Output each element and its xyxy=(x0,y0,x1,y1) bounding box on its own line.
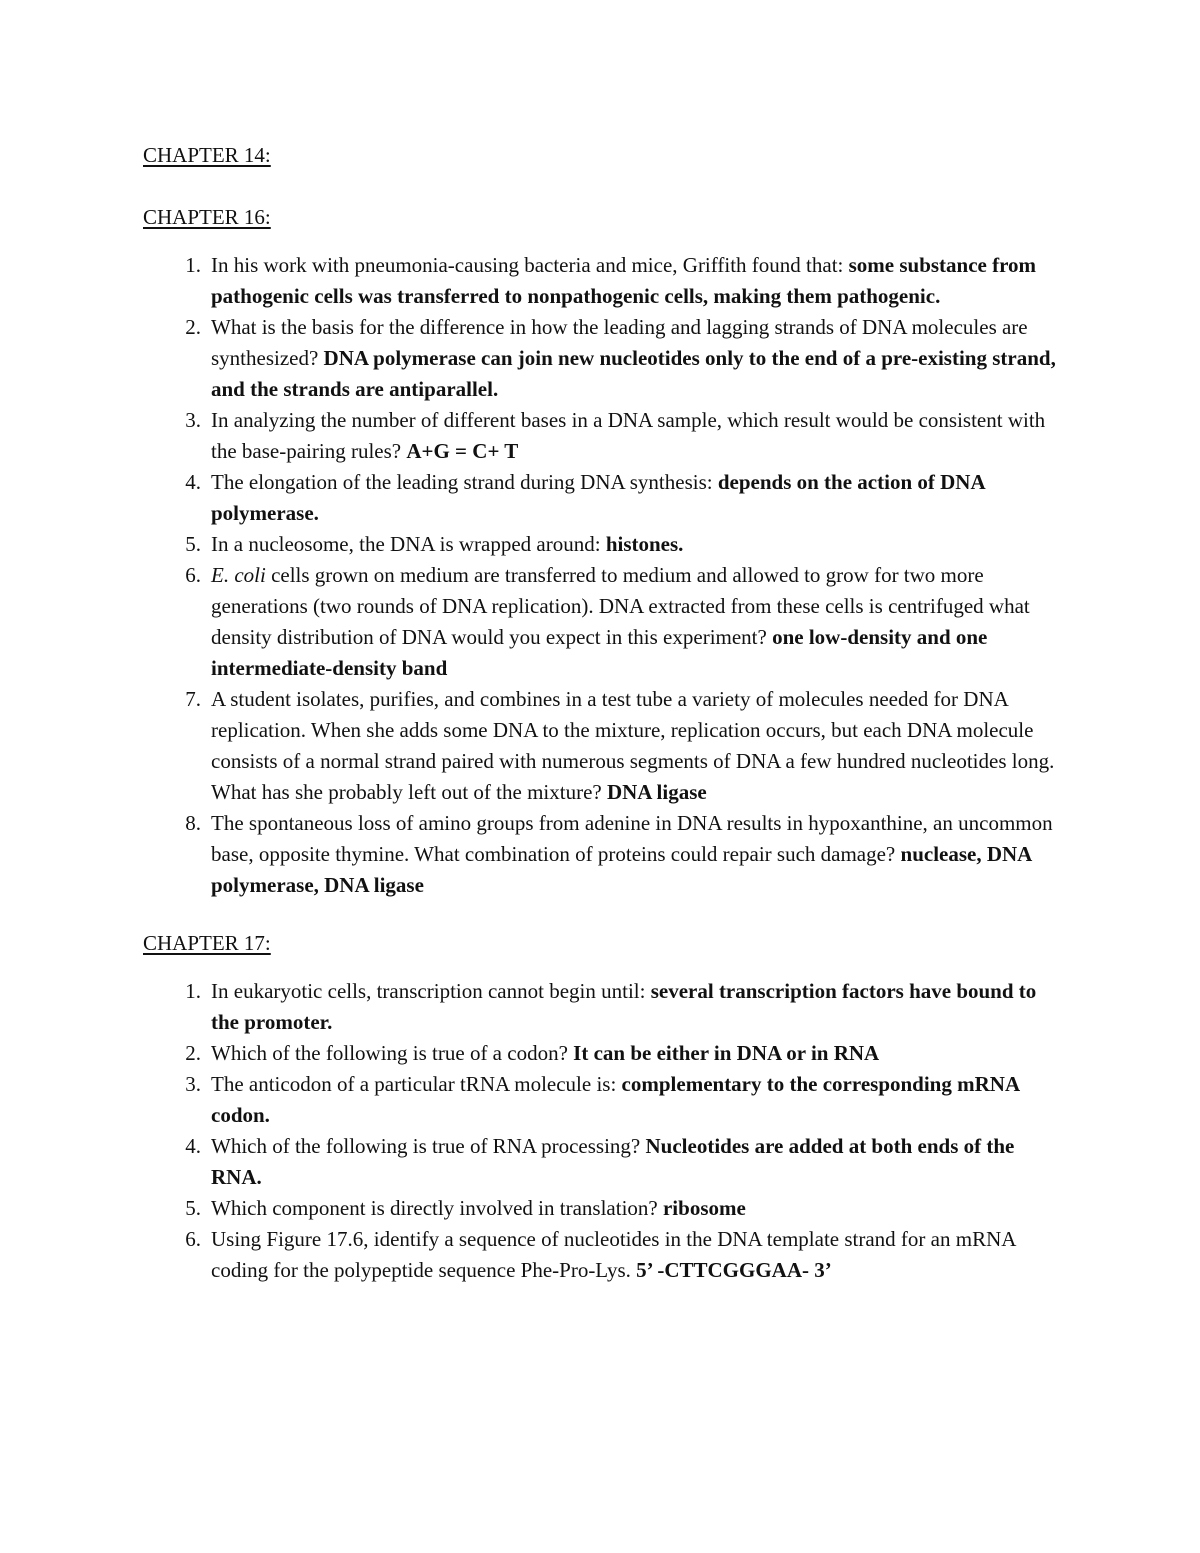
answer-text: depends on the action of DNA polymerase. xyxy=(211,470,985,525)
list-item xyxy=(143,976,1063,1038)
answer-text: ribosome xyxy=(662,1196,746,1220)
answer-text: A+G = C+ T xyxy=(406,439,519,463)
item-number: 6. xyxy=(185,563,201,587)
chapter-16-question-list xyxy=(143,250,1063,901)
answer-text: Nucleotides are added at both ends of the RNA. xyxy=(211,1134,1015,1189)
chapter-14-heading: CHAPTER 14: xyxy=(143,143,271,167)
item-number: 5. xyxy=(185,532,201,556)
question-text: The elongation of the leading strand during DNA synthesis: xyxy=(211,470,718,494)
chapter-17-heading: CHAPTER 17: xyxy=(143,931,271,955)
species-name: E. coli xyxy=(211,563,266,587)
item-number: 7. xyxy=(185,687,201,711)
question-text: The anticodon of a particular tRNA molecule is: xyxy=(211,1072,622,1096)
answer-text: It can be either in DNA or in RNA xyxy=(573,1041,880,1065)
list-item xyxy=(143,560,1063,684)
list-item xyxy=(143,467,1063,529)
item-number: 2. xyxy=(185,315,201,339)
item-number: 5. xyxy=(185,1196,201,1220)
answer-text: histones. xyxy=(605,532,684,556)
chapter-17-question-list xyxy=(143,976,1063,1286)
list-item xyxy=(143,405,1063,467)
question-text: In a nucleosome, the DNA is wrapped around: xyxy=(211,532,606,556)
item-number: 2. xyxy=(185,1041,201,1065)
question-text: What is the basis for the difference in how the leading and lagging strands of DNA molecules are synthesized? xyxy=(211,315,1028,370)
question-text: Which of the following is true of a codon? xyxy=(211,1041,574,1065)
item-number: 4. xyxy=(185,470,201,494)
answer-text: DNA polymerase can join new nucleotides only to the end of a pre-existing strand, and the strands are antiparallel. xyxy=(211,346,1056,401)
item-number: 8. xyxy=(185,811,201,835)
question-text: In eukaryotic cells, transcription cannot begin until: xyxy=(211,979,651,1003)
item-number: 1. xyxy=(185,979,201,1003)
item-number: 3. xyxy=(185,408,201,432)
list-item xyxy=(143,529,1063,560)
list-item xyxy=(143,684,1063,808)
list-item xyxy=(143,808,1063,901)
question-text: In his work with pneumonia-causing bacteria and mice, Griffith found that: xyxy=(211,253,849,277)
question-text: A student isolates, purifies, and combines in a test tube a variety of molecules needed for DNA replication. When she adds some DNA to the mixture, replication occurs, but each DNA molecule consists of a normal strand paired with numerous segments of DNA a few hundred nucleotides long. What has she probably left out of the mixture? xyxy=(211,687,1055,804)
answer-text: 5’ -CTTCGGGAA- 3’ xyxy=(636,1258,832,1282)
list-item xyxy=(143,312,1063,405)
answer-text: complementary to the corresponding mRNA codon. xyxy=(211,1072,1019,1127)
question-text: The spontaneous loss of amino groups from adenine in DNA results in hypoxanthine, an uncommon base, opposite thymine. What combination of proteins could repair such damage? xyxy=(211,811,1053,866)
question-text: Which of the following is true of RNA processing? xyxy=(211,1134,646,1158)
item-number: 6. xyxy=(185,1227,201,1251)
list-item xyxy=(143,1193,1063,1224)
list-item xyxy=(143,1224,1063,1286)
list-item xyxy=(143,1131,1063,1193)
question-text: Using Figure 17.6, identify a sequence of nucleotides in the DNA template strand for an mRNA coding for the polypeptide sequence Phe-Pro-Lys. xyxy=(211,1227,1016,1282)
answer-text: one low-density and one intermediate-density band xyxy=(211,625,988,680)
list-item xyxy=(143,250,1063,312)
answer-text: several transcription factors have bound to the promoter. xyxy=(211,979,1037,1034)
item-number: 3. xyxy=(185,1072,201,1096)
chapter-16-heading: CHAPTER 16: xyxy=(143,205,271,229)
item-number: 4. xyxy=(185,1134,201,1158)
question-text: In analyzing the number of different bases in a DNA sample, which result would be consistent with the base-pairing rules? xyxy=(211,408,1046,463)
answer-text: nuclease, DNA polymerase, DNA ligase xyxy=(211,842,1032,897)
question-text: Which component is directly involved in translation? xyxy=(211,1196,663,1220)
answer-text: DNA ligase xyxy=(606,780,707,804)
question-text: cells grown on medium are transferred to medium and allowed to grow for two more generations (two rounds of DNA replication). DNA extracted from these cells is centrifuged what density distribution of DNA would you expect in this experiment? xyxy=(211,563,1030,649)
list-item xyxy=(143,1069,1063,1131)
answer-text: some substance from pathogenic cells was transferred to nonpathogenic cells, making them pathogenic. xyxy=(211,253,1037,308)
list-item xyxy=(143,1038,1063,1069)
item-number: 1. xyxy=(185,253,201,277)
document-body xyxy=(143,140,1063,1286)
